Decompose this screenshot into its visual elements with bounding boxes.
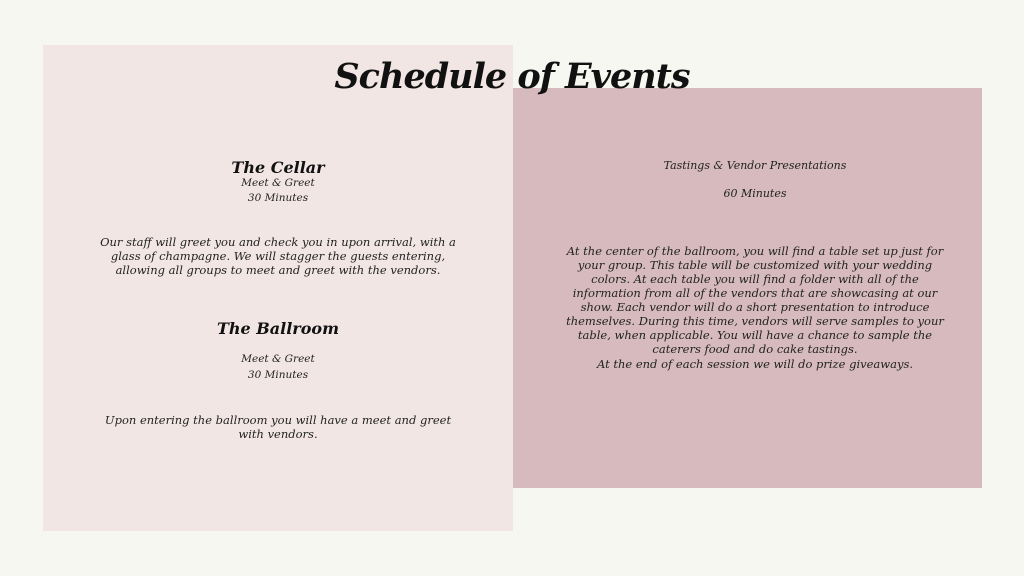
tastings-activity: Tastings & Vendor Presentations [663,159,847,172]
ballroom-description: Upon entering the ballroom you will have a meet and greet with vendors. [104,413,452,441]
cellar-description: Our staff will greet you and check you in upon arrival, with a glass of champagne. We will stagger the guests entering, allowing all groups to meet and greet with the vendors. [100,235,456,277]
ballroom-duration: 30 Minutes [247,369,309,381]
left-panel-background [43,45,513,531]
ballroom-heading: The Ballroom [216,319,340,338]
page-title: Schedule of Events [334,56,690,97]
tastings-closing: At the end of each session we will do prize giveaways. [596,357,914,371]
cellar-activity: Meet & Greet [241,177,315,189]
ballroom-activity: Meet & Greet [241,353,315,365]
cellar-heading: The Cellar [231,158,325,177]
cellar-duration: 30 Minutes [247,192,309,204]
tastings-description: At the center of the ballroom, you will find a table set up just for your group. This table will be customized with your wedding colors. At each table you will find a folder with all of the information from all of the vendors that are showcasing at our show. Each vendor will do a short presentation to introduce themselves. During this time, vendors will serve samples to your table, when applicable. You will have a chance to sample the caterers food and do cake tastings. [566,244,944,356]
tastings-duration: 60 Minutes [723,187,787,200]
